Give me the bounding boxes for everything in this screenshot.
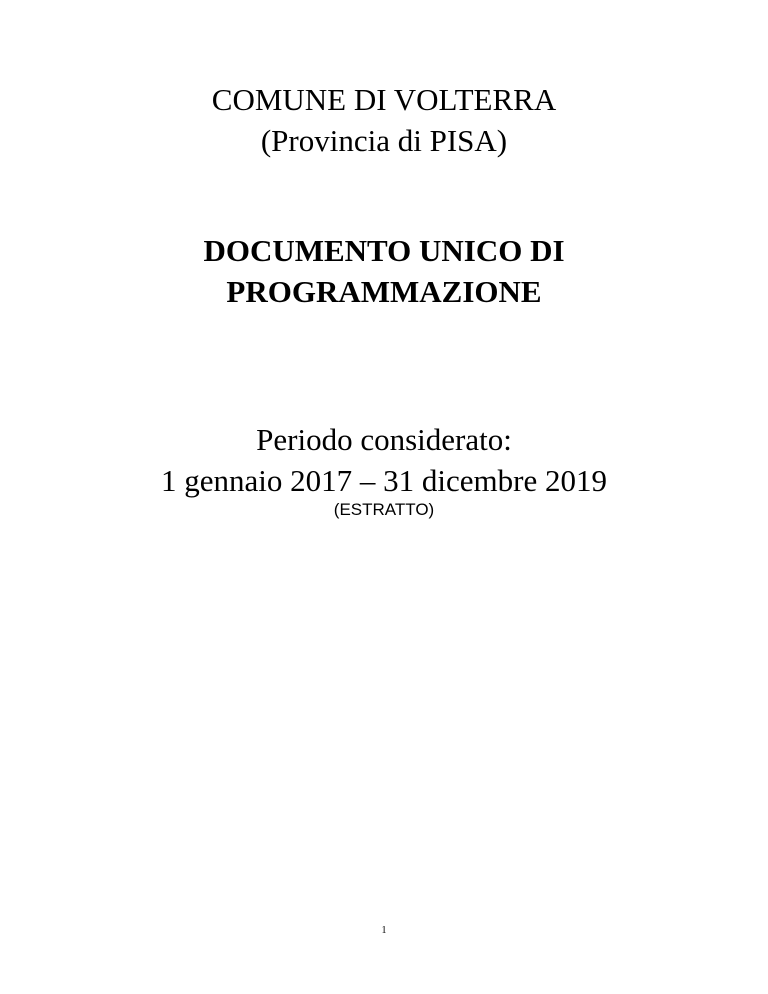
document-title-line-1: DOCUMENTO UNICO DI xyxy=(203,233,565,268)
municipality-name: COMUNE DI VOLTERRA xyxy=(211,82,557,117)
extract-note: (ESTRATTO) xyxy=(333,500,435,519)
period-label: Periodo considerato: xyxy=(256,422,512,457)
province-name: (Provincia di PISA) xyxy=(260,123,508,158)
page-number: 1 xyxy=(381,925,387,936)
period-range: 1 gennaio 2017 – 31 dicembre 2019 xyxy=(161,463,607,498)
document-title-line-2: PROGRAMMAZIONE xyxy=(226,274,542,309)
